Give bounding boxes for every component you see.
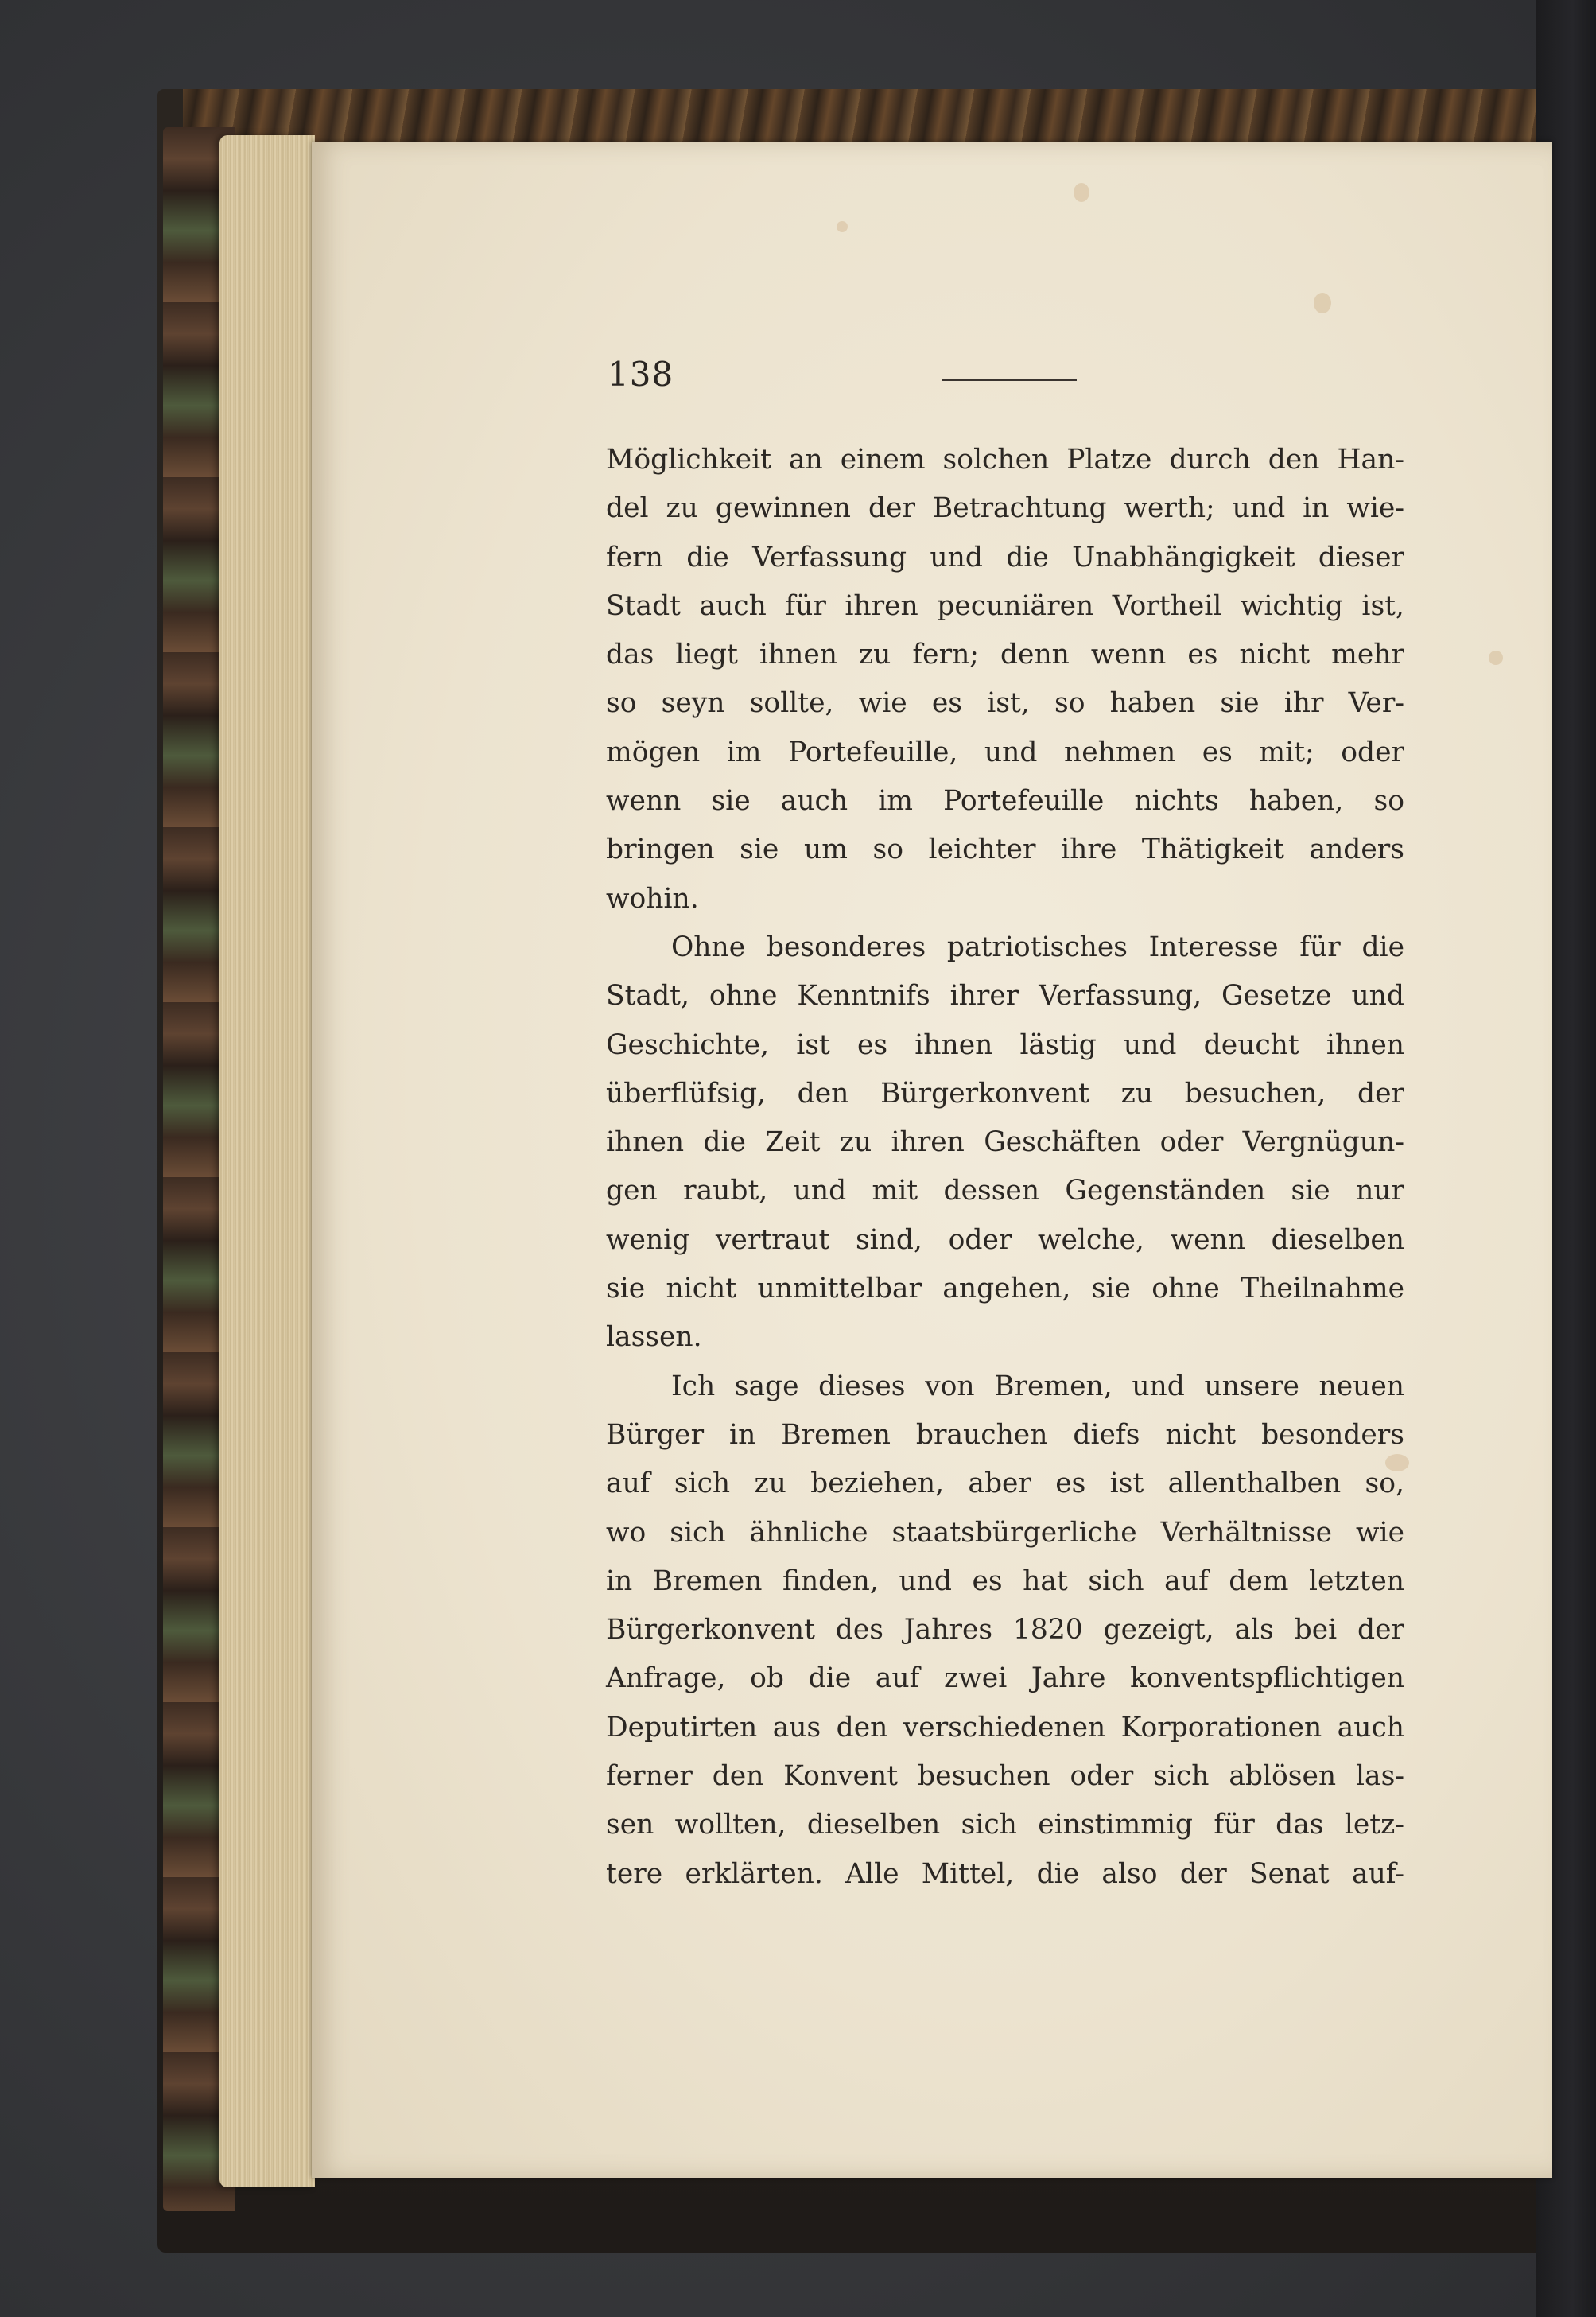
paragraph — [606, 923, 1404, 1363]
text-line: Anfrage, ob die auf zwei Jahre konventspflichtigen — [606, 1662, 1404, 1695]
text-line: wohin. — [606, 882, 699, 915]
text-line: Bürgerkonvent des Jahres 1820 gezeigt, als bei der — [606, 1614, 1404, 1646]
text-line: wenn sie auch im Portefeuille nichts haben, so — [606, 785, 1404, 818]
text-line: wenig vertraut sind, oder welche, wenn dieselben — [606, 1223, 1404, 1256]
text-line: Ohne besonderes patriotisches Interesse für die — [671, 931, 1404, 963]
text-line: gen raubt, und mit dessen Gegenständen sie nur — [606, 1175, 1404, 1207]
text-line: sen wollten, dieselben sich einstimmig für das letz- — [606, 1809, 1404, 1841]
text-line: ihnen die Zeit zu ihren Geschäften oder Vergnügun- — [606, 1126, 1404, 1159]
text-line: mögen im Portefeuille, und nehmen es mit; oder — [606, 736, 1404, 768]
text-line: überflüfsig, den Bürgerkonvent zu besuchen, der — [606, 1077, 1404, 1110]
paragraph — [606, 436, 1404, 923]
body-text — [606, 436, 1404, 1899]
text-line: Geschichte, ist es ihnen lästig und deucht ihnen — [606, 1028, 1404, 1061]
paragraph — [606, 1363, 1404, 1899]
text-line: Stadt auch für ihren pecuniären Vortheil wichtig ist, — [606, 589, 1404, 622]
foxing-spot — [1489, 651, 1503, 665]
text-line: wo sich ähnliche staatsbürgerliche Verhältnisse wie — [606, 1516, 1404, 1549]
text-line: lassen. — [606, 1321, 702, 1354]
text-line: Stadt, ohne Kenntnifs ihrer Verfassung, Gesetze und — [606, 980, 1404, 1013]
text-line: fern die Verfassung und die Unabhängigkeit dieser — [606, 541, 1404, 573]
foxing-spot — [1314, 293, 1331, 313]
text-line: Deputirten aus den verschiedenen Korporationen auch — [606, 1711, 1404, 1744]
running-header — [608, 355, 1069, 402]
book-cover-top-edge — [183, 89, 1596, 145]
page-number: 138 — [608, 355, 674, 394]
text-line: Ich sage dieses von Bremen, und unsere neuen — [671, 1370, 1404, 1402]
text-line: bringen sie um so leichter ihre Thätigkeit anders — [606, 834, 1404, 866]
text-line: Möglichkeit an einem solchen Platze durch den Han- — [606, 444, 1404, 476]
text-line: auf sich zu beziehen, aber es ist allenthalben so, — [606, 1468, 1404, 1500]
text-line: del zu gewinnen der Betrachtung werth; und in wie- — [606, 492, 1404, 525]
page-block-edge — [219, 135, 315, 2187]
text-line: in Bremen finden, und es hat sich auf dem letzten — [606, 1565, 1404, 1597]
text-line: das liegt ihnen zu fern; denn wenn es nicht mehr — [606, 639, 1404, 671]
text-line: ferner den Konvent besuchen oder sich ablösen las- — [606, 1760, 1404, 1793]
foxing-spot — [1074, 183, 1089, 202]
foxing-spot — [837, 221, 848, 232]
text-line: sie nicht unmittelbar angehen, sie ohne Theilnahme — [606, 1273, 1404, 1305]
text-line: Bürger in Bremen brauchen diefs nicht besonders — [606, 1418, 1404, 1451]
text-line: tere erklärten. Alle Mittel, die also der Senat auf- — [606, 1857, 1404, 1890]
header-rule — [942, 379, 1077, 381]
text-line: so seyn sollte, wie es ist, so haben sie ihr Ver- — [606, 687, 1404, 720]
